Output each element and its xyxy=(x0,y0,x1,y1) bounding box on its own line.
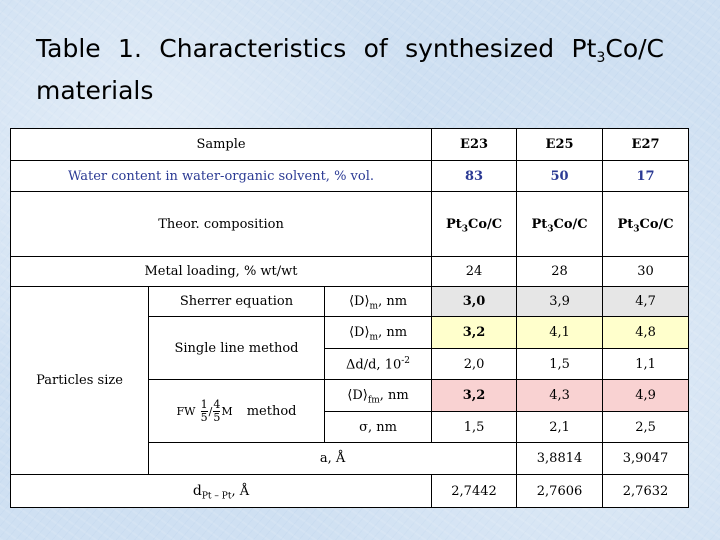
table-cell: 1,5 xyxy=(517,349,603,380)
water-content-label: Water content in water-organic solvent, % vol. xyxy=(11,161,432,192)
characteristics-table xyxy=(10,128,689,508)
sample-e23: E23 xyxy=(432,129,517,161)
table-cell: 30 xyxy=(603,257,689,287)
table-cell: 50 xyxy=(517,161,603,192)
fw-method-label: FW $\frac{1}{5}$ $/\frac{4}{5}$ M method xyxy=(149,380,325,443)
table-row xyxy=(11,257,689,287)
table-cell: 1,5 xyxy=(432,412,517,443)
table-cell: 1,1 xyxy=(603,349,689,380)
table-cell: 2,7442 xyxy=(432,475,517,508)
slide-title: Table 1. Characteristics of synthesized $Pt_3Co/C$ materials xyxy=(36,34,664,105)
single-line-label: Single line method xyxy=(149,317,325,380)
table-cell: $Pt_3Co/C$ xyxy=(432,192,517,257)
table-cell: 2,0 xyxy=(432,349,517,380)
table-row xyxy=(11,475,689,508)
table-cell: 4,8 xyxy=(603,317,689,349)
table-cell: 24 xyxy=(432,257,517,287)
d-mean-fm-label: $⟨D⟩_{fm}$, nm xyxy=(325,380,432,412)
d-mean-label: $⟨D⟩_m$, nm xyxy=(325,317,432,349)
table-cell: 3,2 xyxy=(432,317,517,349)
table-cell: 4,3 xyxy=(517,380,603,412)
table-row xyxy=(11,161,689,192)
table-cell: $Pt_3Co/C$ xyxy=(603,192,689,257)
d-mean-label: $⟨D⟩_m$, nm xyxy=(325,287,432,317)
lattice-a-label: a, Å xyxy=(149,443,517,475)
particles-size-label: Particles size xyxy=(11,287,149,475)
table-cell: 2,1 xyxy=(517,412,603,443)
d-pt-pt-label: $d_{Pt - Pt}$, Å xyxy=(11,475,432,508)
sigma-label: σ, nm xyxy=(325,412,432,443)
table-cell: 3,0 xyxy=(432,287,517,317)
table-cell: 28 xyxy=(517,257,603,287)
table-row xyxy=(11,192,689,257)
table-cell: 17 xyxy=(603,161,689,192)
sample-e27: E27 xyxy=(603,129,689,161)
table-row xyxy=(11,287,689,317)
table-cell: 2,7606 xyxy=(517,475,603,508)
table-cell: 2,5 xyxy=(603,412,689,443)
theor-composition-label: Theor. composition xyxy=(11,192,432,257)
table-cell: 3,8814 xyxy=(517,443,603,475)
sample-header: Sample xyxy=(11,129,432,161)
table-cell: 4,7 xyxy=(603,287,689,317)
sherrer-label: Sherrer equation xyxy=(149,287,325,317)
table-cell: 83 xyxy=(432,161,517,192)
metal-loading-label: Metal loading, % wt/wt xyxy=(11,257,432,287)
table-cell: 4,1 xyxy=(517,317,603,349)
table-cell: 2,7632 xyxy=(603,475,689,508)
table-cell: 3,9047 xyxy=(603,443,689,475)
table-cell: 4,9 xyxy=(603,380,689,412)
sample-e25: E25 xyxy=(517,129,603,161)
dd-label: Δd/d, $10^{-2}$ xyxy=(325,349,432,380)
table-cell: $Pt_3Co/C$ xyxy=(517,192,603,257)
table-cell: 3,2 xyxy=(432,380,517,412)
table-cell: 3,9 xyxy=(517,287,603,317)
table-row xyxy=(11,129,689,161)
